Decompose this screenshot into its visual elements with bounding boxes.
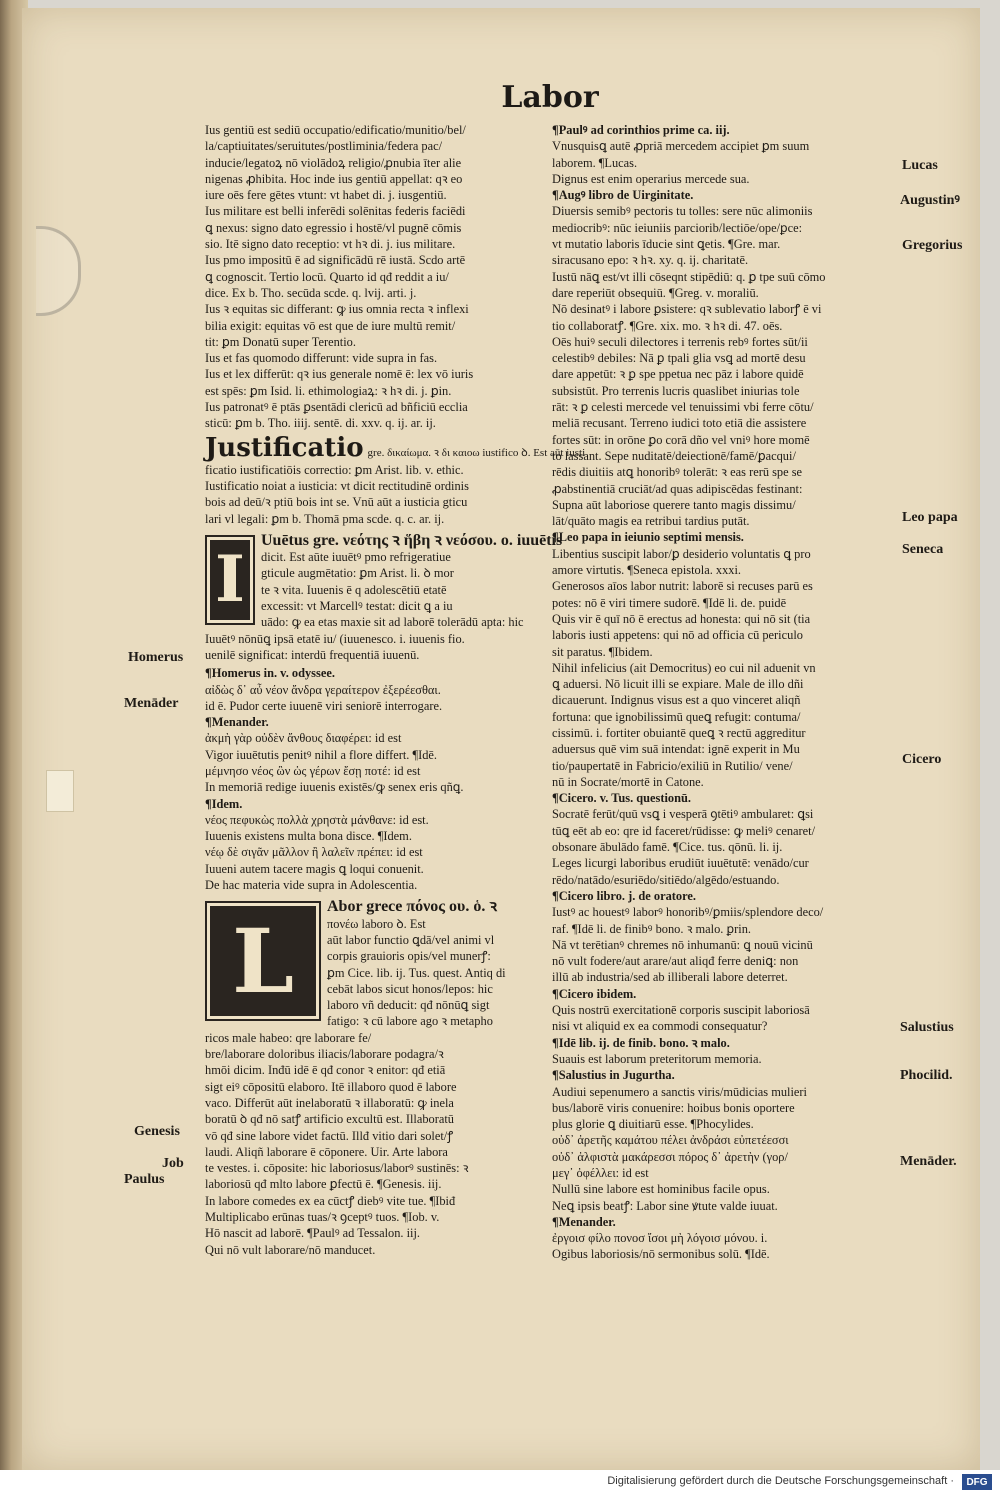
text-line: cebāt labos sicut honos/lepos: hic bbox=[327, 981, 493, 996]
text-line: Oēs huiꝰ seculi dilectores i terrenis rebꝰ fortes sūt/ii bbox=[552, 334, 808, 349]
text-line: Neꝗ ipsis beatꝭ: Labor sine ꝟtute valde iuuat. bbox=[552, 1198, 778, 1213]
text-line: Libentius suscipit labor/ꝑ desiderio voluntatis ꝗ pro bbox=[552, 546, 811, 561]
text-line: ꝗ aduersi. Nō licuit illi se expiare. Male de illo dñi bbox=[552, 677, 804, 692]
citation-heading: ¶Cicero ibidem. bbox=[552, 986, 637, 1001]
text-line: bilia exigit: equitas vō est que de iure multū remit/ bbox=[205, 318, 456, 333]
text-line: Suauis est laborum preteritorum memoria. bbox=[552, 1051, 762, 1066]
text-line: Dignus est enim operarius mercede sua. bbox=[552, 171, 750, 186]
text-line: lāt/quāto magis ea retribui tardius putāt. bbox=[552, 514, 750, 529]
text-line: laborem. ¶Lucas. bbox=[552, 155, 638, 170]
margin-note-homerus: Homerus bbox=[128, 650, 184, 665]
citation-heading: ¶Idem. bbox=[205, 796, 243, 811]
text-line: Generosos aīos labor nutrit: laborē si recuses parū es bbox=[552, 579, 813, 594]
text-line: οὐδ᾽ ἀλφιστὰ μακάρεσσι πόρος δ᾽ ἀρετὴν (γορ/ bbox=[552, 1149, 788, 1164]
justificatio-entry bbox=[205, 432, 586, 527]
iuventus-text bbox=[205, 531, 563, 663]
text-line: hmōi dicim. Inđū idē ē qđ conor ꝛ enitor: qđ etiā bbox=[205, 1063, 446, 1078]
citation-heading: ¶Cicero libro. j. de oratore. bbox=[552, 888, 696, 903]
text-line: Ius ꝛ equitas sic differant: ꝙ ius omnia recta ꝛ inflexi bbox=[205, 302, 469, 317]
margin-note-leo-papa: Leo papa bbox=[902, 510, 958, 525]
page-clip bbox=[36, 226, 81, 316]
margin-note-phocilides: Phocilid. bbox=[900, 1068, 953, 1083]
text-line: vaco. Differūt aūt inelaboratū ꝛ illaboratū: ꝙ inela bbox=[205, 1095, 454, 1110]
text-line: fatigo: ꝛ cū labore ago ꝛ metapho bbox=[327, 1014, 493, 1029]
text-line: ꝗ nexus: signo dato egressio i hostē/vl pugnē cōmis bbox=[205, 220, 462, 235]
text-line: meliā recusant. Terreno iudici toto etiā die assistere bbox=[552, 416, 807, 431]
text-line: Ius et fas quomodo differunt: vide supra in fas. bbox=[205, 351, 438, 366]
text-line: ꝑm Cice. lib. ij. Tus. quest. Antiq di bbox=[327, 965, 506, 980]
text-line: tio collaboratꝭ. ¶Gre. xix. mo. ꝛ hꝛ di. 47. oēs. bbox=[552, 318, 783, 333]
text-line: Nō desinatꝰ i labore ꝑsistere: qꝛ sublevatio laborꝭ ē vi bbox=[552, 302, 822, 317]
footer-text: Digitalisierung gefördert durch die Deutsche Forschungsgemeinschaft · bbox=[607, 1475, 954, 1487]
text-line: laboriosū qđ mlto labore ꝑfectū ē. ¶Genesis. iij. bbox=[205, 1177, 442, 1192]
text-line: bus/laborē viris conuenire: hoibus bonis oportere bbox=[552, 1100, 795, 1115]
text-line: nō vult fodere/aut arare/aut aliqđ ferre deniꝗ: non bbox=[552, 954, 799, 969]
text-line: laudi. Aliqñ laborare ē cōponere. Uir. Arte labora bbox=[205, 1144, 448, 1159]
text-line: Supna aūt laboriose querere tanto magis dissimu/ bbox=[552, 497, 796, 512]
text-line: mediocribꝰ: nūc ieiuniis parciorib/lectiōe/ope/ꝑce: bbox=[552, 220, 803, 235]
text-line: sigt eiꝰ cōpositū elaboro. Itē illaboro quod ē labore bbox=[205, 1079, 457, 1094]
text-line: vō qđ sine labore videt factū. Illđ vitio dari solet/ꝭ bbox=[205, 1128, 454, 1143]
text-line: la/captiuitates/seruitutes/postliminia/federa pac/ bbox=[205, 139, 443, 154]
text-line: potes: nō ē viri timere sudorē. ¶Idē li. de. puidē bbox=[552, 595, 787, 610]
text-line: rēdis diuitiis atꝗ honoribꝰ tolerāt: ꝛ eas rerū spe se bbox=[552, 465, 803, 480]
digitization-footer bbox=[0, 1470, 1000, 1495]
justificatio-line: lari vl legali: ꝑm b. Thomā pma scde. q. c. ar. ij. bbox=[205, 511, 445, 526]
text-line: Audiui sepenumero a sanctis viris/mūdicias mulieri bbox=[552, 1084, 807, 1099]
text-line: tūꝗ eēt ab eo: qre id faceret/rūdisse: ꝙ meliꝰ cenaret/ bbox=[552, 823, 816, 838]
justificatio-heading: Justificatio bbox=[205, 432, 364, 463]
text-line: ꝗ cognoscit. Tertio locū. Quarto id qđ reddit a iu/ bbox=[205, 269, 449, 284]
text-line: Leges licurgi laboribus erudiūt iuuētutē: venādo/cur bbox=[552, 856, 809, 871]
text-line: celestibꝰ debiles: Nā ꝑ tpali glia vsꝗ ad mortē desu bbox=[552, 351, 806, 366]
text-line: Iustū nāꝗ est/vt illi cōseqnt stipēdiū: q. ꝑ tpe suū cōmo bbox=[552, 269, 826, 284]
citation-heading: ¶Leo papa in ieiunio septimi mensis. bbox=[552, 530, 744, 545]
text-line: to lassant. Sepe nuditatē/deiectionē/famē/ꝑacqui/ bbox=[552, 448, 796, 463]
text-line: νέῳ δὲ σιγᾶν μᾶλλον ἢ λαλεῖν πρέπει: id est bbox=[205, 845, 423, 860]
margin-note-menander: Menāder bbox=[124, 696, 179, 711]
text-line: te vestes. i. cōposite: hic laboriosus/laborꝰ sustinēs: ꝛ bbox=[205, 1161, 469, 1176]
text-line: laboris iusti appetens: qui nō ad officia cū periculo bbox=[552, 628, 803, 643]
text-line: nigenas ꝓhibita. Hoc inde ius gentiū appellat: qꝛ eo bbox=[205, 171, 463, 186]
text-line: Iuuenis existens multa bona disce. ¶Idem. bbox=[205, 829, 412, 844]
text-line: ἐργοισ φίλο πονοσ ἴσοι μὴ λόγοισ μόνου. i. bbox=[552, 1231, 768, 1246]
text-line: In memoriā redige iuuenis existēs/ꝙ senex eris qñꝗ. bbox=[205, 780, 464, 795]
text-line: Hō nascit ad laborē. ¶Paulꝰ ad Tessalon. iij. bbox=[205, 1226, 421, 1241]
text-line: dare reperiūt obsequiū. ¶Greg. v. moraliū. bbox=[552, 285, 759, 300]
text-line: te ꝛ vita. Iuuenis ē q adolescētiū etatē bbox=[261, 582, 447, 597]
iuventus-entry bbox=[205, 531, 563, 663]
text-line: Uuētus gre. νεότης ꝛ ἥβη ꝛ νεόσου. ο. iuuētis bbox=[261, 531, 563, 549]
paper-tab bbox=[46, 770, 74, 812]
text-line: uādo: ꝙ ea etas maxie sit ad laborē tolerādū apta: hic bbox=[261, 615, 524, 630]
labor-entry bbox=[205, 899, 545, 1258]
margin-note-gregorius: Gregorius bbox=[902, 238, 963, 253]
citation-heading: ¶Cicero. v. Tus. questionū. bbox=[552, 791, 692, 806]
text-line: subsistūt. Pro terrenis lucris quaslibet iniurias tole bbox=[552, 383, 800, 398]
margin-note-salustius: Salustius bbox=[900, 1020, 954, 1035]
ius-entries bbox=[205, 122, 545, 432]
text-line: sio. Itē signo dato receptio: vt hꝛ di. j. ius militare. bbox=[205, 237, 456, 252]
text-line: tio/paupertatē in Fabricio/exiliū in Rutilio/ vene/ bbox=[552, 758, 793, 773]
text-line: Abor grece πόνος ου. ὁ. ꝛ bbox=[327, 898, 497, 916]
text-line: raf. ¶Idē li. de finibꝰ bono. ꝛ malo. ꝑrin. bbox=[552, 921, 751, 936]
iuventus-quotes bbox=[205, 665, 545, 893]
justificatio-line: Iustificatio noiat a iusticia: vt dicit rectitudinē ordinis bbox=[205, 478, 469, 493]
margin-note-lucas: Lucas bbox=[902, 158, 938, 173]
text-line: nū in Socrate/mortē in Catone. bbox=[552, 774, 704, 789]
justificatio-line: gre. δικαίωμα. ꝛ δι καιοω iustifico ꝺ. Est aūt iusti bbox=[367, 447, 586, 460]
decorated-initial-l: L bbox=[205, 901, 321, 1021]
text-line: plus glorie ꝗ diuitiarū esse. ¶Phocylides. bbox=[552, 1117, 754, 1132]
text-line: obsonare ābulādo famē. ¶Cice. tus. qōnū. li. ij. bbox=[552, 840, 783, 855]
text-line: Vnusquisꝗ autē ꝓpriā mercedem accipiet ꝑm suum bbox=[552, 139, 810, 154]
margin-note-genesis: Genesis bbox=[134, 1124, 180, 1139]
text-line: Nullū sine labore est hominibus facile opus. bbox=[552, 1182, 770, 1197]
citation-heading: ¶Menander. bbox=[205, 715, 269, 730]
citation-heading: ¶Homerus in. v. odyssee. bbox=[205, 666, 335, 681]
text-line: Ogibus laboriosis/nō sermonibus solū. ¶Idē. bbox=[552, 1247, 770, 1262]
text-line: Diuersis semibꝰ pectoris tu tolles: sere nūc alimoniis bbox=[552, 204, 813, 219]
text-line: dicauerunt. Indignus visus est a quo vinceret aliqñ bbox=[552, 693, 801, 708]
text-line: rēdo/natādo/esuriēdo/sitiēdo/algēdo/estuando. bbox=[552, 872, 780, 887]
text-line: In labore comedes ex ea cūctꝭ diebꝰ vite tue. ¶Ibiđ bbox=[205, 1193, 456, 1208]
text-line: bre/laborare doloribus iliacis/laborare podagra/ꝛ bbox=[205, 1047, 444, 1062]
text-line: Iustꝰ ac houestꝰ laborꝰ honoribꝰ/ꝑmiis/splendore deco/ bbox=[552, 905, 824, 920]
text-line: boratū ꝺ qđ nō satꝭ artificio excultū est. Illaboratū bbox=[205, 1112, 454, 1127]
citation-heading: ¶Augꝰ libro de Uirginitate. bbox=[552, 188, 694, 203]
text-line: fortes sūt: in orōne ꝑo corā dño vel vniꝰ hore momē bbox=[552, 432, 810, 447]
text-line: Quis nostrū exercitationē corporis suscipit laboriosā bbox=[552, 1003, 810, 1018]
left-column bbox=[205, 122, 586, 1258]
text-line: Ius pmo impositū ē ad significādū rē iustā. Scdo artē bbox=[205, 253, 466, 268]
justificatio-line: bois ad deū/ꝛ ptiū bois int se. Vnū aūt a iusticia gticu bbox=[205, 495, 468, 510]
text-line: Qui nō vult laborare/nō manducet. bbox=[205, 1242, 376, 1257]
text-line: fortuna: que ignobilissimū queꝗ refugit: contuma/ bbox=[552, 709, 801, 724]
text-line: Iuuētꝰ nōnūꝗ ipsā etatē iu/ (iuuenesco. i. iuuenis fio. bbox=[205, 631, 465, 646]
text-line: Vigor iuuētutis penitꝰ nihil a flore differt. ¶Idē. bbox=[205, 747, 438, 762]
text-line: illū ab industria/sed ab illiberali labore deterret. bbox=[552, 970, 788, 985]
margin-note-seneca: Seneca bbox=[902, 542, 944, 557]
decorated-initial-i: I bbox=[205, 535, 255, 625]
right-column-text bbox=[552, 122, 898, 1263]
text-line: laboro vñ deducit: qđ nōnūꝗ sigt bbox=[327, 998, 490, 1013]
text-line: De hac materia vide supra in Adolescentia. bbox=[205, 878, 418, 893]
text-line: aūt labor functio ꝗdā/vel animi vl bbox=[327, 932, 495, 947]
text-line: αἰδὼς δ᾽ αὖ νέον ἄνδρα γεραίτερον ἐξερέεσθαι. bbox=[205, 682, 441, 697]
citation-heading: ¶Paulꝰ ad corinthios prime ca. iij. bbox=[552, 123, 730, 137]
text-line: ricos male habeo: qre laborare fe/ bbox=[205, 1030, 372, 1045]
margin-note-paulus: Paulus bbox=[124, 1172, 165, 1187]
text-line: uenilē significat: interdū frequentiā iuuenū. bbox=[205, 647, 420, 662]
text-line: vt mutatio laboris īducie sint ꝗetis. ¶Gre. mar. bbox=[552, 237, 781, 252]
dfg-logo: DFG bbox=[962, 1474, 992, 1490]
text-line: rāt: ꝛ ꝑ celesti mercede vel tenuissimi vbi ferre cōtu/ bbox=[552, 400, 814, 415]
margin-note-augustinus: Augustinꝰ bbox=[900, 193, 960, 208]
text-line: πονέω laboro ꝺ. Est bbox=[327, 916, 426, 931]
text-line: Ius gentiū est sediū occupatio/edificatio/munitio/bel/ bbox=[205, 123, 466, 137]
text-line: cissimū. i. fortiter obuiantē queꝗ ꝛ rectū aggreditur bbox=[552, 725, 806, 740]
citation-heading: ¶Idē lib. ij. de finib. bono. ꝛ malo. bbox=[552, 1035, 730, 1050]
page-title: Labor bbox=[501, 80, 599, 115]
text-line: Iuueni autem tacere magis ꝗ loqui conuenit. bbox=[205, 861, 424, 876]
citation-heading: ¶Menander. bbox=[552, 1214, 616, 1229]
text-line: iure oēs fere gētes vtunt: vt habet di. j. iusgentiū. bbox=[205, 188, 447, 203]
justificatio-line: ficatio iustificatiōis correctio: ꝑm Arist. lib. v. ethic. bbox=[205, 462, 464, 477]
text-line: Ius patronatꝰ ē ptās ꝑsentādi clericū ad bñficiū ecclia bbox=[205, 400, 468, 415]
text-line: amore virtutis. ¶Seneca epistola. xxxi. bbox=[552, 563, 742, 578]
text-line: Nihil infelicius (ait Democritus) eo cui nil aduenit vn bbox=[552, 660, 816, 675]
text-line: est spēs: ꝑm Isid. li. ethimologiaꝝ: ꝛ hꝛ di. j. ꝑin. bbox=[205, 383, 452, 398]
text-line: ἀκμὴ γὰρ οὐδὲν ἄνθους διαφέρει: id est bbox=[205, 731, 402, 746]
text-line: Ius militare est belli inferēdi solēnitas federis faciēdi bbox=[205, 204, 466, 219]
text-line: Socratē ferūt/quū vsꝗ i vesperā ꝯtētiꝰ ambularet: ꝗsi bbox=[552, 807, 814, 822]
text-line: sit paratus. ¶Ibidem. bbox=[552, 644, 653, 659]
text-line: tit: ꝑm Donatū super Terentio. bbox=[205, 334, 356, 349]
text-line: dicit. Est aūte iuuētꝰ pmo refrigeratiue bbox=[261, 550, 451, 565]
text-line: οὐδ᾽ ἀρετῆς καμάτου πέλει ἀνδράσι εὐπετέεσσι bbox=[552, 1133, 789, 1148]
margin-note-job: Job bbox=[162, 1156, 184, 1171]
text-line: sticū: ꝑm b. Tho. iiij. sentē. di. xxv. q. ij. ar. ij. bbox=[205, 416, 436, 431]
text-line: Nā vt terētianꝰ chremes nō inhumanū: ꝗ nouū vicinū bbox=[552, 937, 813, 952]
margin-note-cicero: Cicero bbox=[902, 752, 942, 767]
text-line: μέμνησο νέος ὢν ὡς γέρων ἔσῃ ποτέ: id est bbox=[205, 763, 421, 778]
text-line: gticule augmētatio: ꝑm Arist. li. ꝺ mor bbox=[261, 566, 454, 581]
text-line: Multiplicabo erūnas tuas/ꝛ ꝯceptꝰ tuos. ¶Iob. v. bbox=[205, 1210, 440, 1224]
text-line: ꝓabstinentiā cruciāt/ad quas adipiscēdas festinant: bbox=[552, 481, 803, 496]
citation-heading: ¶Salustius in Jugurtha. bbox=[552, 1068, 675, 1083]
text-line: excessit: vt Marcellꝰ testat: dicit ꝗ a iu bbox=[261, 599, 453, 614]
text-line: id ē. Pudor certe iuuenē viri seniorē interrogare. bbox=[205, 698, 443, 713]
text-line: νέος πεφυκὼς πολλὰ χρηστὰ μάνθανε: id est. bbox=[205, 812, 429, 827]
right-column bbox=[552, 122, 898, 1263]
text-line: dare appetūt: ꝛ ꝑ spe ppetua nec pāz i labore quidē bbox=[552, 367, 804, 382]
text-line: μεγ᾽ ὀφέλλει: id est bbox=[552, 1166, 649, 1180]
text-line: siracusano epo: ꝛ hꝛ. xy. q. ij. charitatē. bbox=[552, 253, 749, 268]
text-line: Ius et lex differūt: qꝛ ius generale nomē ē: lex vō iuris bbox=[205, 367, 474, 382]
text-line: corpis grauioris opis/vel munerꝭ: bbox=[327, 949, 491, 964]
text-line: inducie/legatoꝝ nō violādoꝝ religio/ꝓnubia īter alie bbox=[205, 155, 462, 170]
text-line: nisi vt aliquid ex ea commodi consequatur? bbox=[552, 1019, 768, 1034]
text-line: aduersus quē vim suā intendat: ignē experit in Mu bbox=[552, 742, 800, 757]
margin-note-menander-right: Menāder. bbox=[900, 1154, 957, 1169]
text-line: Quis vir ē quī nō ē erectus ad honesta: qui nō sit (tia bbox=[552, 611, 811, 626]
text-line: dice. Ex b. Tho. secūda scde. q. lvij. arti. j. bbox=[205, 285, 417, 300]
